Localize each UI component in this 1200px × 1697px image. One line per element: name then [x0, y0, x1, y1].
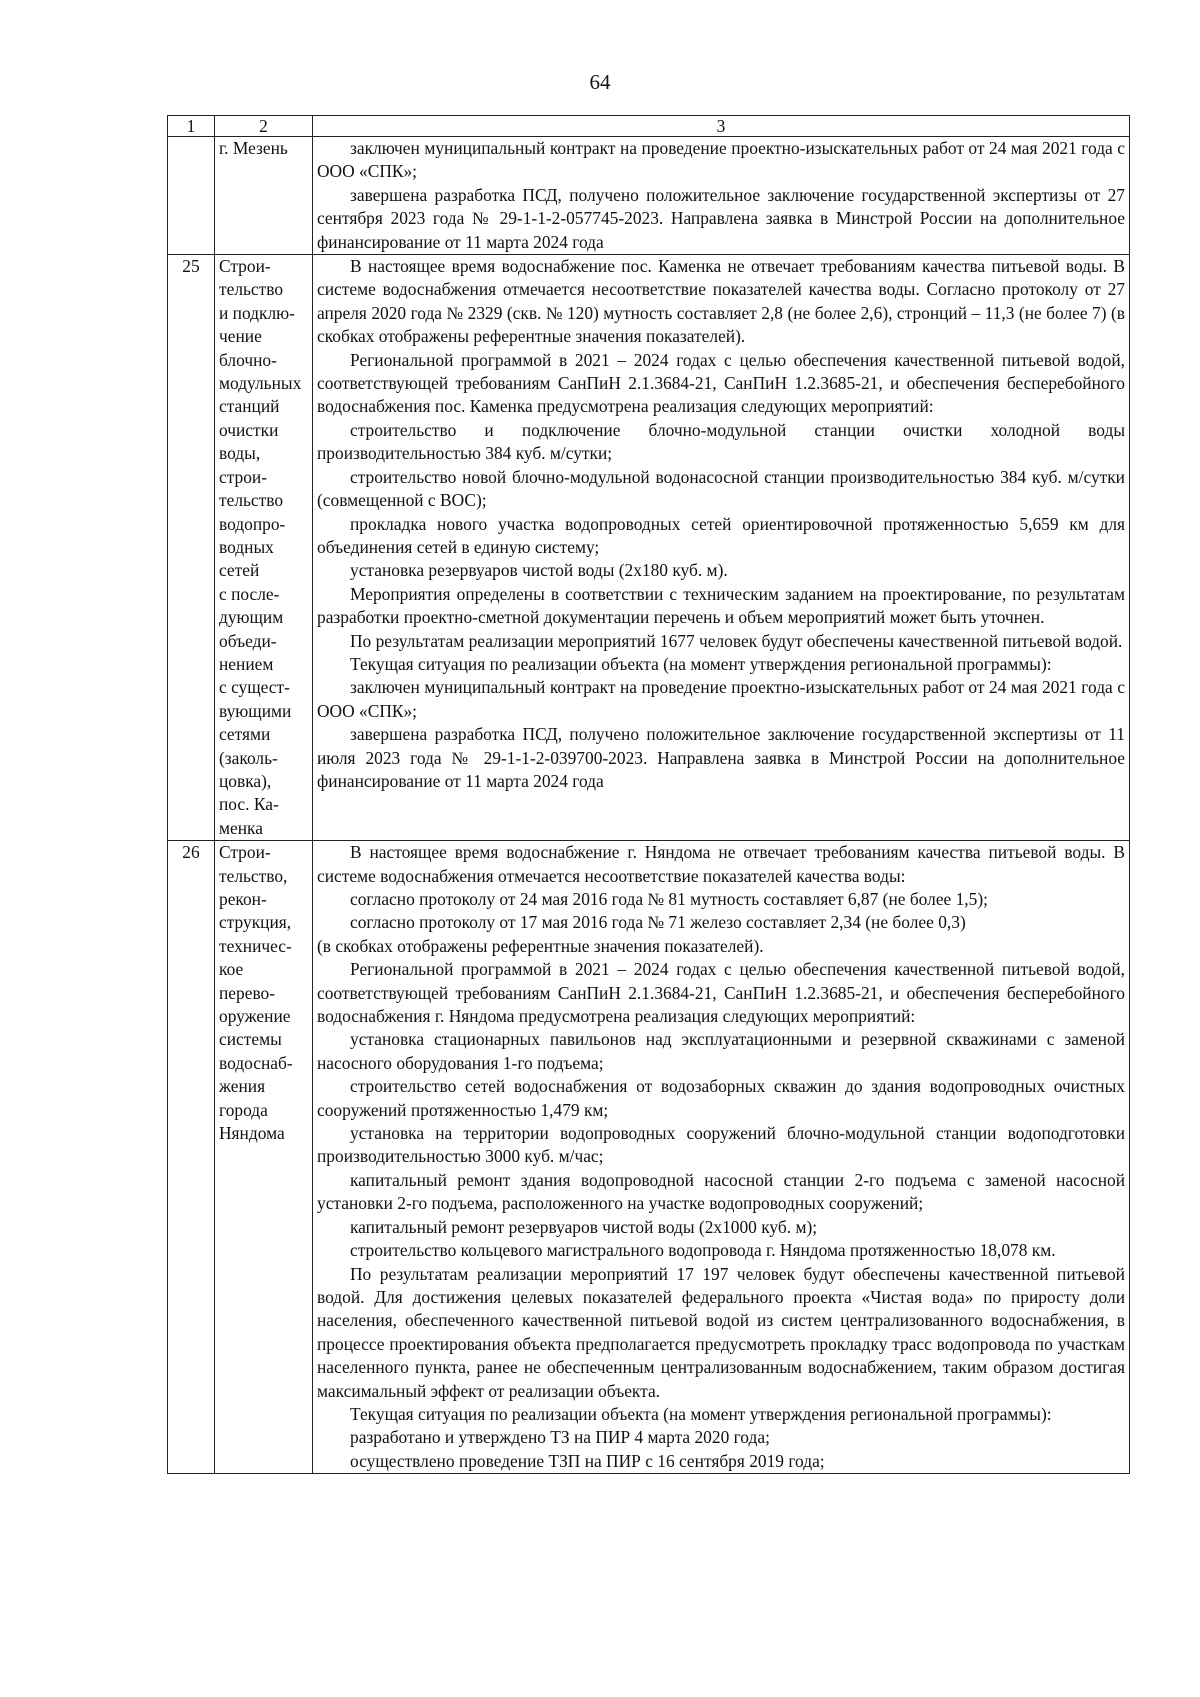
- description-paragraph: Мероприятия определены в соответствии с техническим заданием на проектирование, по результатам разработки проектно-сметной документации перечень и объем мероприятий может быть уточнен.: [317, 583, 1125, 628]
- object-name-line: водных: [219, 536, 274, 557]
- description-paragraph: установка на территории водопроводных сооружений блочно-модульной станции водоподготовки производительностью 3000 куб. м/час;: [317, 1123, 1125, 1167]
- object-name-line: (заколь-: [219, 747, 278, 768]
- description-paragraph: капитальный ремонт резервуаров чистой воды (2х1000 куб. м);: [350, 1216, 818, 1237]
- description-paragraph: В настоящее время водоснабжение г. Няндома не отвечает требованиям качества питьевой воды. В системе водоснабжения отмечается несоответствие показателей качества воды:: [317, 842, 1125, 886]
- object-name-line: сетями: [219, 724, 271, 745]
- object-name-line: рекон-: [219, 889, 267, 909]
- object-name-line: цовка),: [219, 770, 272, 791]
- description-paragraph: Региональной программой в 2021 – 2024 годах с целью обеспечения качественной питьевой водой, соответствующей требованиям СанПиН 2.1.3684-21, СанПиН 1.2.3685-21, и обеспечения бесперебойного водоснабжения г. Няндома предусмотрена реализация следующих мероприятий:: [317, 959, 1125, 1027]
- object-name-line: техничес-: [219, 935, 292, 956]
- object-name-line: струкция,: [219, 912, 292, 933]
- object-name-line: строи-: [219, 466, 268, 487]
- description-paragraph: заключен муниципальный контракт на проведение проектно-изыскательных работ от 24 мая 2021 года с ООО «СПК»;: [317, 138, 1125, 182]
- table-header-row: [168, 116, 1130, 137]
- object-name-line: перево-: [219, 982, 276, 1003]
- object-name-line: вующими: [219, 700, 292, 721]
- table-row-25: [168, 255, 1130, 841]
- object-name-line: сетей: [219, 560, 260, 581]
- object-name-line: с сущест-: [219, 677, 290, 698]
- object-name-line: нением: [219, 653, 274, 674]
- object-name-line: тельство,: [219, 865, 288, 886]
- object-name-line: чение: [219, 326, 262, 347]
- object-name-line: станций: [219, 396, 280, 417]
- description-paragraph: заключен муниципальный контракт на проведение проектно-изыскательных работ от 24 мая 2021 года с ООО «СПК»;: [317, 677, 1125, 721]
- description-cell: [313, 841, 1130, 1474]
- object-name-line: модульных: [219, 373, 302, 394]
- description-paragraph: согласно протоколу от 24 мая 2016 года № 81 мутность составляет 6,87 (не более 1,5);: [350, 889, 988, 909]
- description-paragraph: разработано и утверждено ТЗ на ПИР 4 марта 2020 года;: [350, 1427, 770, 1448]
- description-paragraph: Текущая ситуация по реализации объекта (на момент утверждения региональной программы):: [350, 653, 1052, 674]
- object-name-line: очистки: [219, 419, 279, 440]
- program-table: [167, 115, 1130, 1474]
- object-name-cell: [215, 841, 313, 1474]
- description-paragraph: В настоящее время водоснабжение пос. Каменка не отвечает требованиям качества питьевой воды. В системе водоснабжения отмечается несоответствие показателей качества воды. Согласно протоколу от 27 апреля 2020 года № 2329 (скв. № 120) мутность составляет 2,8 (не более 2,6), стронций – 11,3 (не более 7) (в скобках отображены референтные значения показателей).: [317, 256, 1125, 347]
- description-paragraph: строительство сетей водоснабжения от водозаборных скважин до здания водопроводных очистных сооружений протяженностью 1,479 км;: [317, 1076, 1125, 1120]
- object-name-line: тельство: [219, 279, 284, 300]
- description-paragraph: строительство кольцевого магистрального водопровода г. Няндома протяженностью 18,078 км.: [350, 1240, 1056, 1261]
- object-name-line: и подклю-: [219, 302, 295, 323]
- object-name-line: Няндома: [219, 1123, 285, 1144]
- object-name-line: Строи-: [219, 256, 271, 277]
- description-paragraph: По результатам реализации мероприятий 17 197 человек будут обеспечены качественной питьевой водой. Для достижения целевых показателей федерального проекта «Чистая вода» по приросту доли населения, обеспеченного качественной питьевой водой из систем централизованного водоснабжения, в процессе проектирования объекта предполагается предусмотреть прокладку трасс водопровода по участкам населенного пункта, ранее не обеспеченным централизованным водоснабжением, таким образом достигая максимальный эффект от реализации объекта.: [317, 1263, 1125, 1401]
- object-name-line: блочно-: [219, 349, 277, 370]
- description-paragraph: прокладка нового участка водопроводных сетей ориентировочной протяженностью 5,659 км для объединения сетей в единую систему;: [317, 513, 1125, 557]
- header-col-2: 2: [215, 116, 313, 137]
- object-name-cell: [215, 255, 313, 841]
- description-paragraph: строительство новой блочно-модульной водонасосной станции производительностью 384 куб. м/сутки (совмещенной с ВОС);: [317, 466, 1125, 511]
- object-name-cell: [215, 137, 313, 255]
- description-paragraph: Текущая ситуация по реализации объекта (на момент утверждения региональной программы):: [350, 1403, 1052, 1424]
- object-name-line: системы: [219, 1029, 282, 1050]
- description-paragraph: Региональной программой в 2021 – 2024 годах с целью обеспечения качественной питьевой водой, соответствующей требованиям СанПиН 2.1.3684-21, СанПиН 1.2.3685-21, и обеспечения бесперебойного водоснабжения пос. Каменка предусмотрена реализация следующих мероприятий:: [317, 349, 1125, 417]
- description-paragraph: установка резервуаров чистой воды (2х180 куб. м).: [350, 560, 728, 581]
- description-paragraph: По результатам реализации мероприятий 1677 человек будут обеспечены качественной питьевой водой.: [350, 630, 1123, 651]
- description-paragraph: завершена разработка ПСД, получено положительное заключение государственной экспертизы от 27 сентября 2023 года № 29-1-1-2-057745-2023. Направлена заявка в Минстрой России на дополнительное финансирование от 11 марта 2024 года: [317, 184, 1125, 252]
- description-paragraph: согласно протоколу от 17 мая 2016 года № 71 железо составляет 2,34 (не более 0,3): [350, 912, 966, 933]
- object-name-line: водоснаб-: [219, 1052, 293, 1073]
- description-paragraph: установка стационарных павильонов над эксплуатационными и резервной скважинами с заменой насосного оборудования 1-го подъема;: [317, 1029, 1125, 1073]
- object-name-line: пос. Ка-: [219, 794, 279, 815]
- description-paragraph: осуществлено проведение ТЗП на ПИР с 16 сентября 2019 года;: [350, 1450, 825, 1471]
- description-cell: [313, 137, 1130, 255]
- description-paragraph: завершена разработка ПСД, получено положительное заключение государственной экспертизы от 11 июля 2023 года № 29-1-1-2-039700-2023. Направлена заявка в Минстрой России на дополнительное финансирование от 11 марта 2024 года: [317, 724, 1125, 791]
- description-cell: [313, 255, 1130, 841]
- table-row-mezen-continued: [168, 137, 1130, 255]
- object-name-line: воды,: [219, 443, 261, 464]
- object-name-line: жения: [219, 1076, 266, 1097]
- object-name-line: г. Мезень: [219, 138, 288, 158]
- object-name-line: города: [219, 1099, 268, 1120]
- header-col-3: 3: [313, 116, 1130, 137]
- table-row-26: [168, 841, 1130, 1474]
- header-col-1: 1: [168, 116, 215, 137]
- object-name-line: тельство: [219, 490, 284, 511]
- object-name-line: с после-: [219, 583, 280, 604]
- page-number: 64: [589, 70, 611, 94]
- object-name-line: водопро-: [219, 513, 286, 534]
- description-paragraph: строительство и подключение блочно-модульной станции очистки холодной воды производительностью 384 куб. м/сутки;: [317, 419, 1125, 464]
- object-name-line: дующим: [219, 607, 284, 628]
- object-name-line: оружение: [219, 1006, 291, 1027]
- description-paragraph: капитальный ремонт здания водопроводной насосной станции 2-го подъема с заменой насосной установки 2-го подъема, расположенного на участке водопроводных сооружений;: [317, 1169, 1125, 1214]
- object-name-line: менка: [219, 817, 263, 838]
- description-paragraph: (в скобках отображены референтные значения показателей).: [317, 935, 764, 956]
- row-number: 25: [168, 255, 215, 841]
- object-name-line: объеди-: [219, 630, 277, 651]
- object-name-line: кое: [219, 959, 244, 980]
- row-number: [168, 137, 215, 255]
- row-number: 26: [168, 841, 215, 1474]
- object-name-line: Строи-: [219, 842, 271, 863]
